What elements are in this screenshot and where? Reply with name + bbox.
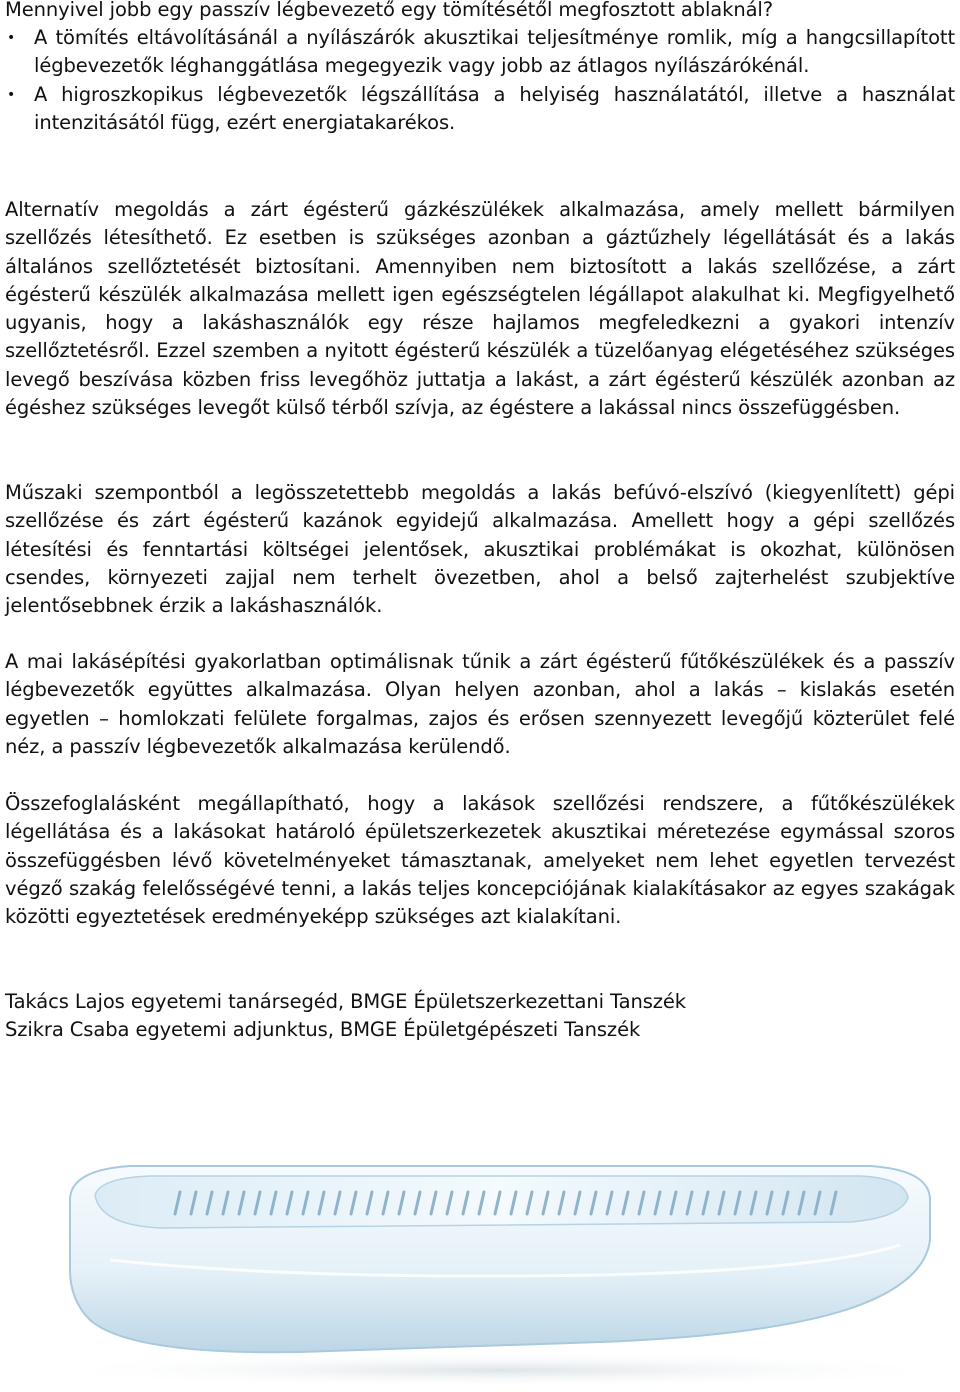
bullet-item: [0, 24, 955, 81]
air-vent-photo: [0, 1130, 960, 1392]
lead-line: Mennyivel jobb egy passzív légbevezető egy tömítésétől megfosztott ablaknál?: [5, 0, 774, 21]
bullet-icon: •: [7, 86, 16, 103]
bullet-text: A higroszkopikus légbevezetők légszállítása a helyiség használatától, illetve a használat intenzitásától függ, ezért energiatakarékos.: [34, 82, 955, 134]
bullet-icon: •: [7, 30, 16, 46]
author-signature: [5, 988, 955, 1045]
paragraph: Alternatív megoldás a zárt égésterű gázkészülékek alkalmazása, amely mellett bármilyen szellőzés létesíthető. Ez esetben is szükséges azonban a gáztűzhely légellátását és a lakás általános szellőztetését biztosítani. Amennyiben nem biztosított a lakás szellőzése, a zárt égésterű készülék alkalmazása mellett igen egészségtelen légállapot alakulhat ki. Megfigyelhető ugyanis, hogy a lakáshasználók egy része hajlamos megfeledkezni a gyakori intenzív szellőztetésről. Ezzel szemben a nyitott égésterű készülék a tüzelőanyag elégetéséhez szükséges levegő beszívása közben friss levegőhöz juttatja a lakást, a zárt égésterű készülék azonban az égéshez szükséges levegőt külső térből szívja, az égéstere a lakással nincs összefüggésben.: [5, 198, 955, 420]
bullet-list: [0, 24, 955, 137]
vent-shadow: [30, 1352, 960, 1388]
bullet-text: A tömítés eltávolításánál a nyílászárók akusztikai teljesítménye romlik, míg a hangcsillapított légbevezetők léghanggátlása megegyezik vagy jobb az átlagos nyílászárókénál.: [34, 26, 955, 78]
bullet-item: [0, 81, 955, 138]
author-line: Szikra Csaba egyetemi adjunktus, BMGE Épületgépészeti Tanszék: [5, 1018, 641, 1042]
paragraph: A mai lakásépítési gyakorlatban optimálisnak tűnik a zárt égésterű fűtőkészülékek és a passzív légbevezetők együttes alkalmazása. Olyan helyen azonban, ahol a lakás – kislakás esetén egyetlen – homlokzati felülete forgalmas, zajos és erősen szennyezett levegőjű közterület felé néz, a passzív légbevezetők alkalmazása kerülendő.: [5, 650, 955, 758]
paragraph: Műszaki szempontból a legösszetettebb megoldás a lakás befúvó-elszívó (kiegyenlített) gépi szellőzése és zárt égésterű kazánok egyidejű alkalmazása. Amellett hogy a gépi szellőzés létesítési és fenntartási költségei jelentősek, akusztikai problémákat is okozhat, különösen csendes, környezeti zajjal nem terhelt övezetben, ahol a belső zajterhelést szubjektíve jelentősebbnek érzik a lakáshasználók.: [5, 481, 955, 618]
author-line: Takács Lajos egyetemi tanársegéd, BMGE Épületszerkezettani Tanszék: [5, 990, 687, 1013]
paragraph: Összefoglalásként megállapítható, hogy a lakások szellőzési rendszere, a fűtőkészülékek légellátása és a lakásokat határoló épületszerkezetek akusztikai méretezése egymással szoros összefüggésben lévő követelményeket támasztanak, amelyeket nem lehet egyetlen tervezést végző szakág felelősségévé tenni, a lakás teljes koncepciójának kialakításakor az egyes szakágak közötti egyeztetések eredményeképp szükséges azt kialakítani.: [5, 792, 955, 929]
